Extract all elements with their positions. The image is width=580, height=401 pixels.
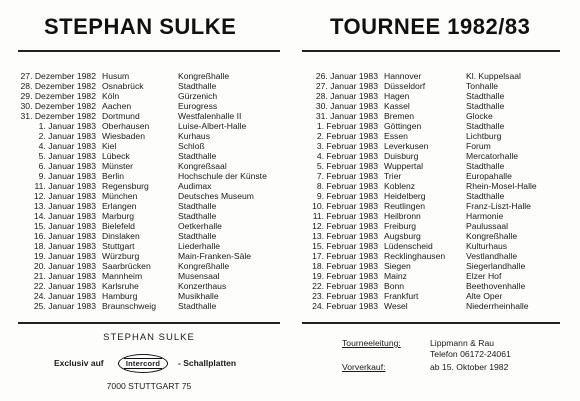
tour-city: München bbox=[102, 191, 138, 201]
tour-date: 9. Februar 1983 bbox=[316, 191, 378, 201]
tour-venue: Westfalenhalle II bbox=[178, 111, 242, 121]
tour-management-phone: Telefon 06172-24061 bbox=[430, 349, 511, 359]
tour-venue: Stadthalle bbox=[178, 201, 217, 211]
tour-city: Mannheim bbox=[102, 271, 143, 281]
tour-date: 28. Dezember 1982 bbox=[20, 81, 96, 91]
intercord-logo bbox=[118, 354, 168, 373]
tour-city: Heilbronn bbox=[384, 211, 421, 221]
tour-venue: Schloß bbox=[178, 141, 205, 151]
tour-date-row bbox=[14, 241, 288, 251]
tour-city: Lüdenscheid bbox=[384, 241, 433, 251]
tour-venue: Beethovenhalle bbox=[466, 281, 526, 291]
tour-city: Saarbrücken bbox=[102, 261, 151, 271]
tour-city: Marburg bbox=[102, 211, 134, 221]
tour-date-row bbox=[300, 251, 566, 261]
tour-date-row bbox=[14, 281, 288, 291]
tour-date-row bbox=[300, 101, 566, 111]
tour-venue: Main-Franken-Säle bbox=[178, 251, 252, 261]
tour-date-row bbox=[14, 151, 288, 161]
tour-city: Hamburg bbox=[102, 291, 138, 301]
tour-venue: Stadthalle bbox=[178, 231, 217, 241]
tour-date: 11. Februar 1983 bbox=[312, 211, 378, 221]
tour-date: 19. Februar 1983 bbox=[312, 271, 378, 281]
tour-date: 7. Februar 1983 bbox=[316, 171, 378, 181]
tour-venue: Paulussaal bbox=[466, 221, 509, 231]
tour-date: 31. Dezember 1982 bbox=[20, 111, 96, 121]
tour-date-row bbox=[300, 221, 566, 231]
presale-value: ab 15. Oktober 1982 bbox=[430, 362, 509, 372]
tour-management-name: Lippmann & Rau bbox=[430, 338, 495, 348]
tour-date-row bbox=[300, 91, 566, 101]
tour-date-row bbox=[300, 281, 566, 291]
tour-city: Aachen bbox=[102, 101, 132, 111]
tour-date: 18. Februar 1983 bbox=[312, 261, 378, 271]
tour-date-row bbox=[300, 121, 566, 131]
tour-venue: Stadthalle bbox=[178, 211, 217, 221]
tour-venue: Kurhaus bbox=[178, 131, 211, 141]
tour-venue: Tonhalle bbox=[466, 81, 499, 91]
divider-bottom-left bbox=[18, 322, 280, 324]
tour-date-row bbox=[14, 231, 288, 241]
tour-city: Koblenz bbox=[384, 181, 416, 191]
tour-date: 24. Februar 1983 bbox=[312, 301, 378, 311]
tour-city: Kiel bbox=[102, 141, 117, 151]
tour-date: 8. Februar 1983 bbox=[316, 181, 378, 191]
tour-venue: Konzerthaus bbox=[178, 281, 227, 291]
tour-date: 13. Februar 1983 bbox=[312, 231, 378, 241]
tour-venue: Stadthalle bbox=[178, 301, 217, 311]
tour-city: Köln bbox=[102, 91, 120, 101]
tour-venue: Stadthalle bbox=[178, 81, 217, 91]
tour-date: 15. Januar 1983 bbox=[33, 221, 96, 231]
tour-city: Dortmund bbox=[102, 111, 140, 121]
tour-venue: Liederhalle bbox=[178, 241, 221, 251]
tour-date: 31. Januar 1983 bbox=[315, 111, 378, 121]
label-city: 7000 STUTTGART 75 bbox=[106, 381, 192, 391]
tour-date-row bbox=[300, 191, 566, 201]
tour-city: Lübeck bbox=[102, 151, 130, 161]
tour-date-row bbox=[14, 221, 288, 231]
tour-date-row bbox=[300, 181, 566, 191]
tour-date-row bbox=[300, 111, 566, 121]
tour-date-row bbox=[14, 91, 288, 101]
tour-city: Heidelberg bbox=[384, 191, 426, 201]
tour-date: 28. Januar 1983 bbox=[315, 91, 378, 101]
tour-date: 6. Januar 1983 bbox=[38, 161, 96, 171]
tour-city: Frankfurt bbox=[384, 291, 419, 301]
presale-label: Vorverkauf: bbox=[342, 362, 386, 372]
tour-city: Recklinghausen bbox=[384, 251, 446, 261]
tour-city: Siegen bbox=[384, 261, 411, 271]
tour-city: Husum bbox=[102, 71, 130, 81]
tour-city: Mainz bbox=[384, 271, 407, 281]
tour-date-row bbox=[300, 301, 566, 311]
tour-venue: Kongreßhalle bbox=[466, 231, 518, 241]
tour-date-row bbox=[300, 261, 566, 271]
tour-venue: Vestlandhalle bbox=[466, 251, 518, 261]
tour-date-row bbox=[14, 181, 288, 191]
tour-venue: Stadthalle bbox=[466, 121, 505, 131]
tour-venue: Alte Oper bbox=[466, 291, 503, 301]
tour-city: Wesel bbox=[384, 301, 408, 311]
tour-city: Wuppertal bbox=[384, 161, 424, 171]
tour-city: Hannover bbox=[384, 71, 422, 81]
tour-date: 15. Februar 1983 bbox=[312, 241, 378, 251]
tour-date-row bbox=[14, 111, 288, 121]
tour-date-row bbox=[14, 291, 288, 301]
tour-date: 20. Januar 1983 bbox=[33, 261, 96, 271]
tour-city: Duisburg bbox=[384, 151, 419, 161]
tour-date: 27. Dezember 1982 bbox=[20, 71, 96, 81]
tour-date: 25. Januar 1983 bbox=[33, 301, 96, 311]
tour-venue: Glocke bbox=[466, 111, 493, 121]
tour-date: 29. Dezember 1982 bbox=[20, 91, 96, 101]
tour-venue: Stadthalle bbox=[466, 91, 505, 101]
tour-date: 11. Januar 1983 bbox=[34, 181, 96, 191]
tour-date-row bbox=[14, 201, 288, 211]
tour-date-row bbox=[14, 211, 288, 221]
tour-date-row bbox=[300, 291, 566, 301]
tour-city: Göttingen bbox=[384, 121, 422, 131]
tour-date: 24. Januar 1983 bbox=[33, 291, 96, 301]
tour-city: Hagen bbox=[384, 91, 410, 101]
tour-date-row bbox=[14, 161, 288, 171]
tour-date-row bbox=[14, 71, 288, 81]
tour-date: 12. Februar 1983 bbox=[312, 221, 378, 231]
tour-venue: Rhein-Mosel-Halle bbox=[466, 181, 537, 191]
tour-date: 2. Januar 1983 bbox=[38, 131, 96, 141]
tour-venue: Franz-Liszt-Halle bbox=[466, 201, 531, 211]
tour-city: Kassel bbox=[384, 101, 410, 111]
tour-date: 19. Januar 1983 bbox=[33, 251, 96, 261]
tour-date: 5. Februar 1983 bbox=[316, 161, 378, 171]
tour-date: 30. Januar 1983 bbox=[315, 101, 378, 111]
tour-date-row bbox=[14, 121, 288, 131]
tour-date-row bbox=[300, 71, 566, 81]
tour-date: 10. Februar 1983 bbox=[312, 201, 378, 211]
tour-date: 22. Februar 1983 bbox=[312, 281, 378, 291]
tour-date-row bbox=[14, 81, 288, 91]
artist-small: STEPHAN SULKE bbox=[103, 332, 195, 343]
tour-city: Regensburg bbox=[102, 181, 149, 191]
tour-date: 3. Februar 1983 bbox=[316, 141, 378, 151]
tour-date-row bbox=[14, 251, 288, 261]
tour-city: Freiburg bbox=[384, 221, 416, 231]
tour-venue: Stadthalle bbox=[178, 151, 217, 161]
tour-title: TOURNEE 1982/83 bbox=[330, 14, 531, 39]
divider-top-left bbox=[18, 50, 280, 52]
tour-venue: Stadthalle bbox=[466, 101, 505, 111]
tour-date: 9. Januar 1983 bbox=[38, 171, 96, 181]
tour-city: Osnabrück bbox=[102, 81, 144, 91]
tour-management-label: Tourneeleitung: bbox=[342, 338, 401, 348]
tour-date-row bbox=[300, 241, 566, 251]
tour-venue: Lichtburg bbox=[466, 131, 502, 141]
tour-city: Wiesbaden bbox=[102, 131, 145, 141]
tour-city: Reutlingen bbox=[384, 201, 426, 211]
tour-date-row bbox=[300, 161, 566, 171]
label-info bbox=[18, 328, 280, 398]
tour-venue: Europahalle bbox=[466, 171, 512, 181]
tour-city: Bonn bbox=[384, 281, 405, 291]
tour-date: 22. Januar 1983 bbox=[33, 281, 96, 291]
tour-date-row bbox=[14, 101, 288, 111]
tour-city: Würzburg bbox=[102, 251, 140, 261]
tour-venue: Forum bbox=[466, 141, 491, 151]
tour-date: 23. Februar 1983 bbox=[312, 291, 378, 301]
exclusive-text: Exclusiv auf bbox=[54, 358, 104, 368]
tour-date-row bbox=[300, 211, 566, 221]
tour-date: 4. Januar 1983 bbox=[38, 141, 96, 151]
tour-date-row bbox=[300, 151, 566, 161]
tour-date: 14. Januar 1983 bbox=[33, 211, 96, 221]
tour-date: 27. Januar 1983 bbox=[315, 81, 378, 91]
tour-date: 2. Februar 1983 bbox=[316, 131, 378, 141]
tour-date-row bbox=[300, 141, 566, 151]
tour-dates-right bbox=[300, 71, 566, 311]
tour-date-row bbox=[14, 271, 288, 281]
tour-city: Düsseldorf bbox=[384, 81, 426, 91]
tour-venue: Niederrheinhalle bbox=[466, 301, 529, 311]
tour-date-row bbox=[14, 261, 288, 271]
tour-venue: Elzer Hof bbox=[466, 271, 502, 281]
tour-venue: Kongreßhalle bbox=[178, 71, 230, 81]
tour-city: Trier bbox=[384, 171, 402, 181]
tour-venue: Stadthalle bbox=[466, 191, 505, 201]
tour-city: Augsburg bbox=[384, 231, 421, 241]
tour-date-row bbox=[14, 191, 288, 201]
tour-date-row bbox=[14, 141, 288, 151]
tour-venue: Luise-Albert-Halle bbox=[178, 121, 247, 131]
tour-date: 17. Februar 1983 bbox=[312, 251, 378, 261]
tour-venue: Kl. Kuppelsaal bbox=[466, 71, 521, 81]
tour-city: Karlsruhe bbox=[102, 281, 139, 291]
tour-city: Berlin bbox=[102, 171, 124, 181]
tour-city: Stuttgart bbox=[102, 241, 135, 251]
logo-text: Intercord bbox=[125, 359, 161, 368]
label-row bbox=[18, 353, 280, 373]
tour-date: 21. Januar 1983 bbox=[33, 271, 96, 281]
tour-date: 12. Januar 1983 bbox=[33, 191, 96, 201]
tour-date: 1. Januar 1983 bbox=[38, 121, 96, 131]
tour-venue: Mercatorhalle bbox=[466, 151, 519, 161]
tour-date-row bbox=[300, 271, 566, 281]
tour-venue: Kongreßsaal bbox=[178, 161, 227, 171]
tour-date: 5. Januar 1983 bbox=[38, 151, 96, 161]
tour-venue: Oetkerhalle bbox=[178, 221, 222, 231]
tour-venue: Stadthalle bbox=[466, 161, 505, 171]
tour-city: Essen bbox=[384, 131, 408, 141]
tour-venue: Eurogress bbox=[178, 101, 218, 111]
tour-venue: Siegerlandhalle bbox=[466, 261, 526, 271]
tour-venue: Gürzenich bbox=[178, 91, 218, 101]
tour-date: 16. Januar 1983 bbox=[33, 231, 96, 241]
tour-venue: Hochschule der Künste bbox=[178, 171, 267, 181]
tour-venue: Deutsches Museum bbox=[178, 191, 254, 201]
divider-top-right bbox=[302, 50, 560, 52]
tour-city: Braunschweig bbox=[102, 301, 156, 311]
divider-bottom-right bbox=[302, 322, 560, 324]
tour-date-row bbox=[300, 231, 566, 241]
tour-date-row bbox=[300, 171, 566, 181]
tour-venue: Harmonie bbox=[466, 211, 504, 221]
records-text: - Schallplatten bbox=[178, 358, 237, 368]
tour-date: 1. Februar 1983 bbox=[316, 121, 378, 131]
tour-city: Dinslaken bbox=[102, 231, 140, 241]
tour-city: Bielefeld bbox=[102, 221, 135, 231]
tour-date-row bbox=[300, 131, 566, 141]
tour-date: 26. Januar 1983 bbox=[315, 71, 378, 81]
tour-city: Oberhausen bbox=[102, 121, 150, 131]
tour-dates-left bbox=[14, 71, 288, 311]
tour-date-row bbox=[300, 201, 566, 211]
tour-date: 30. Dezember 1982 bbox=[20, 101, 96, 111]
artist-title: STEPHAN SULKE bbox=[44, 14, 237, 39]
tour-date: 18. Januar 1983 bbox=[33, 241, 96, 251]
tour-date-row bbox=[14, 131, 288, 141]
tour-date-row bbox=[300, 81, 566, 91]
tour-venue: Kongreßhalle bbox=[178, 261, 230, 271]
tour-date-row bbox=[14, 301, 288, 311]
tour-date: 13. Januar 1983 bbox=[33, 201, 96, 211]
tour-date-row bbox=[14, 171, 288, 181]
tour-venue: Kulturhaus bbox=[466, 241, 508, 251]
tour-venue: Audimax bbox=[178, 181, 212, 191]
tour-venue: Musensaal bbox=[178, 271, 220, 281]
tour-city: Münster bbox=[102, 161, 134, 171]
tour-venue: Musikhalle bbox=[178, 291, 219, 301]
tour-city: Bremen bbox=[384, 111, 415, 121]
tour-city: Leverkusen bbox=[384, 141, 429, 151]
tour-date: 4. Februar 1983 bbox=[316, 151, 378, 161]
tour-city: Erlangen bbox=[102, 201, 137, 211]
contact-info bbox=[302, 328, 560, 398]
